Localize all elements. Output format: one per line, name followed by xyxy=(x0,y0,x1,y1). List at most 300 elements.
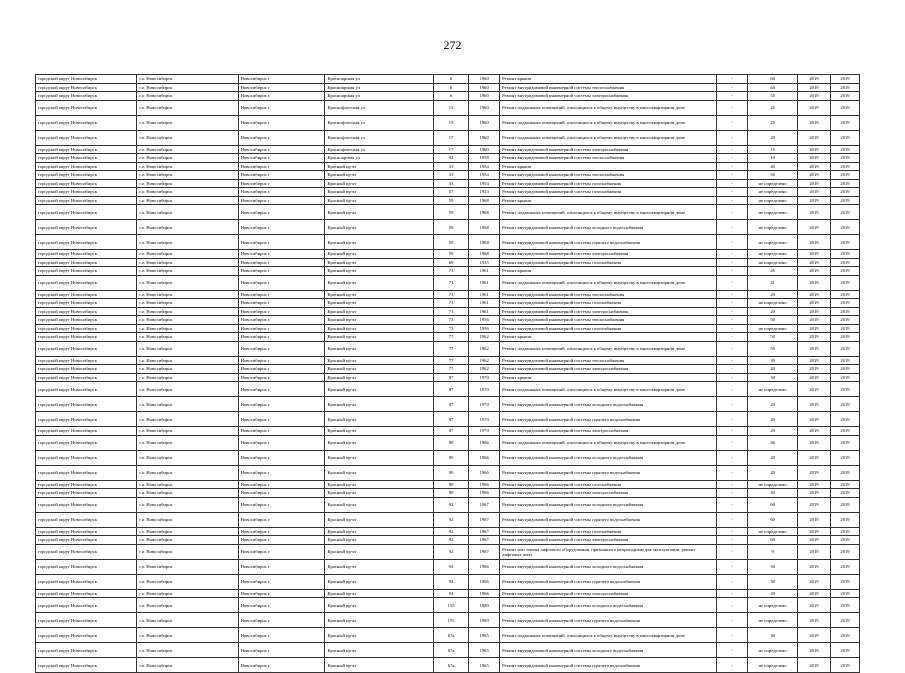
cost-cell: не определено xyxy=(748,658,798,673)
work-type-cell: Ремонт подвальных помещений, относящихся к общему имуществу в многоквартирном доме xyxy=(500,435,717,450)
house-number-cell: 90 xyxy=(434,465,469,480)
work-type-cell: Ремонт внутридомовой инженерной системы газоснабжения xyxy=(500,480,717,489)
table-body xyxy=(36,75,860,673)
municipality-cell: городской округ Новосибирск xyxy=(36,536,137,545)
table-row xyxy=(36,598,860,613)
house-number-cell: 67а xyxy=(434,658,469,673)
house-number-cell: 71 xyxy=(434,267,469,276)
house-number-cell: 59 xyxy=(434,205,469,220)
extra-cell: - xyxy=(717,497,748,512)
cost-cell: 50 xyxy=(748,316,798,325)
city-cell: Новосибирск г xyxy=(238,527,325,536)
municipality-cell: городской округ Новосибирск xyxy=(36,267,137,276)
cost-cell: 65 xyxy=(748,83,798,92)
work-type-cell: Ремонт внутридомовой инженерной системы теплоснабжения xyxy=(500,154,717,163)
plan-year-start-cell: 2019 xyxy=(797,188,830,197)
build-year-cell: 1966 xyxy=(469,450,500,465)
plan-year-end-cell: 2019 xyxy=(831,341,860,356)
plan-year-end-cell: 2019 xyxy=(831,412,860,427)
table-row xyxy=(36,382,860,397)
street-cell: Красный пр-кт xyxy=(325,589,434,598)
plan-year-end-cell: 2019 xyxy=(831,435,860,450)
table-row xyxy=(36,373,860,382)
settlement-cell: г.о. Новосибирск xyxy=(137,465,238,480)
city-cell: Новосибирск г xyxy=(238,536,325,545)
build-year-cell: 1970 xyxy=(469,373,500,382)
plan-year-start-cell: 2019 xyxy=(797,316,830,325)
table-row xyxy=(36,427,860,436)
street-cell: Красный пр-кт xyxy=(325,171,434,180)
work-type-cell: Ремонт внутридомовой инженерной системы газоснабжения xyxy=(500,527,717,536)
table-row xyxy=(36,299,860,308)
build-year-cell: 1966 xyxy=(469,589,500,598)
plan-year-start-cell: 2019 xyxy=(797,643,830,658)
build-year-cell: 1966 xyxy=(469,435,500,450)
settlement-cell: г.о. Новосибирск xyxy=(137,196,238,205)
cost-cell: 30 xyxy=(748,559,798,574)
extra-cell: - xyxy=(717,658,748,673)
extra-cell: - xyxy=(717,527,748,536)
cost-cell: 30 xyxy=(748,628,798,643)
extra-cell: - xyxy=(717,356,748,365)
work-type-cell: Ремонт внутридомовой инженерной системы электроснабжения xyxy=(500,365,717,374)
city-cell: Новосибирск г xyxy=(238,480,325,489)
municipality-cell: городской округ Новосибирск xyxy=(36,450,137,465)
cost-cell: 50 xyxy=(748,341,798,356)
plan-year-start-cell: 2019 xyxy=(797,435,830,450)
build-year-cell: 1954 xyxy=(469,171,500,180)
municipality-cell: городской округ Новосибирск xyxy=(36,324,137,333)
plan-year-start-cell: 2019 xyxy=(797,115,830,130)
house-number-cell: 6 xyxy=(434,75,469,84)
municipality-cell: городской округ Новосибирск xyxy=(36,100,137,115)
work-type-cell: Ремонт крыши xyxy=(500,373,717,382)
settlement-cell: г.о. Новосибирск xyxy=(137,299,238,308)
municipality-cell: городской округ Новосибирск xyxy=(36,613,137,628)
house-number-cell: 92 xyxy=(434,527,469,536)
house-number-cell: 155 xyxy=(434,598,469,613)
plan-year-end-cell: 2019 xyxy=(831,497,860,512)
house-number-cell: 15 xyxy=(434,115,469,130)
street-cell: Красный пр-кт xyxy=(325,465,434,480)
table-row xyxy=(36,643,860,658)
municipality-cell: городской округ Новосибирск xyxy=(36,365,137,374)
house-number-cell: 90 xyxy=(434,480,469,489)
plan-year-end-cell: 2019 xyxy=(831,613,860,628)
municipality-cell: городской округ Новосибирск xyxy=(36,275,137,290)
plan-year-end-cell: 2019 xyxy=(831,145,860,154)
settlement-cell: г.о. Новосибирск xyxy=(137,574,238,589)
house-number-cell: 73 xyxy=(434,316,469,325)
build-year-cell: 1965 xyxy=(469,643,500,658)
municipality-cell: городской округ Новосибирск xyxy=(36,397,137,412)
settlement-cell: г.о. Новосибирск xyxy=(137,598,238,613)
street-cell: Красный пр-кт xyxy=(325,574,434,589)
extra-cell: - xyxy=(717,373,748,382)
municipality-cell: городской округ Новосибирск xyxy=(36,373,137,382)
house-number-cell: 87 xyxy=(434,382,469,397)
municipality-cell: городской округ Новосибирск xyxy=(36,480,137,489)
work-type-cell: Ремонт подвальных помещений, относящихся к общему имуществу в многоквартирном доме xyxy=(500,115,717,130)
plan-year-start-cell: 2019 xyxy=(797,162,830,171)
table-row xyxy=(36,559,860,574)
municipality-cell: городской округ Новосибирск xyxy=(36,316,137,325)
work-type-cell: Ремонт подвальных помещений, относящихся к общему имуществу в многоквартирном доме xyxy=(500,341,717,356)
municipality-cell: городской округ Новосибирск xyxy=(36,115,137,130)
work-type-cell: Ремонт внутридомовой инженерной системы холодного водоснабжения xyxy=(500,397,717,412)
municipality-cell: городской округ Новосибирск xyxy=(36,589,137,598)
house-number-cell: 6 xyxy=(434,83,469,92)
city-cell: Новосибирск г xyxy=(238,373,325,382)
cost-cell: 25 xyxy=(748,100,798,115)
municipality-cell: городской округ Новосибирск xyxy=(36,544,137,559)
work-type-cell: Ремонт внутридомовой инженерной системы теплоснабжения xyxy=(500,171,717,180)
house-number-cell: 77 xyxy=(434,365,469,374)
city-cell: Новосибирск г xyxy=(238,333,325,342)
work-type-cell: Ремонт подвальных помещений, относящихся к общему имуществу в многоквартирном доме xyxy=(500,628,717,643)
cost-cell: 20 xyxy=(748,412,798,427)
plan-year-start-cell: 2019 xyxy=(797,427,830,436)
plan-year-start-cell: 2019 xyxy=(797,299,830,308)
build-year-cell: 1961 xyxy=(469,307,500,316)
plan-year-start-cell: 2019 xyxy=(797,130,830,145)
work-type-cell: Ремонт внутридомовой инженерной системы холодного водоснабжения xyxy=(500,450,717,465)
work-type-cell: Ремонт внутридомовой инженерной системы электроснабжения xyxy=(500,489,717,498)
plan-year-end-cell: 2019 xyxy=(831,258,860,267)
plan-year-end-cell: 2019 xyxy=(831,465,860,480)
street-cell: Красный пр-кт xyxy=(325,307,434,316)
cost-cell: 20 xyxy=(748,290,798,299)
work-type-cell: Ремонт крыши xyxy=(500,267,717,276)
build-year-cell: 1962 xyxy=(469,356,500,365)
build-year-cell: 1954 xyxy=(469,179,500,188)
plan-year-start-cell: 2019 xyxy=(797,574,830,589)
plan-year-end-cell: 2019 xyxy=(831,480,860,489)
work-type-cell: Ремонт внутридомовой инженерной системы газоснабжения xyxy=(500,324,717,333)
extra-cell: - xyxy=(717,258,748,267)
city-cell: Новосибирск г xyxy=(238,92,325,101)
city-cell: Новосибирск г xyxy=(238,145,325,154)
street-cell: Красный пр-кт xyxy=(325,450,434,465)
cost-cell: 20 xyxy=(748,307,798,316)
city-cell: Новосибирск г xyxy=(238,258,325,267)
table-row xyxy=(36,205,860,220)
plan-year-end-cell: 2019 xyxy=(831,162,860,171)
build-year-cell: 1968 xyxy=(469,250,500,259)
plan-year-start-cell: 2019 xyxy=(797,220,830,235)
settlement-cell: г.о. Новосибирск xyxy=(137,397,238,412)
build-year-cell: 1970 xyxy=(469,382,500,397)
street-cell: Красный пр-кт xyxy=(325,196,434,205)
settlement-cell: г.о. Новосибирск xyxy=(137,512,238,527)
street-cell: Красный пр-кт xyxy=(325,235,434,250)
build-year-cell: 1968 xyxy=(469,196,500,205)
city-cell: Новосибирск г xyxy=(238,100,325,115)
city-cell: Новосибирск г xyxy=(238,162,325,171)
plan-year-end-cell: 2019 xyxy=(831,559,860,574)
table-row xyxy=(36,162,860,171)
settlement-cell: г.о. Новосибирск xyxy=(137,75,238,84)
work-type-cell: Ремонт внутридомовой инженерной системы газоснабжения xyxy=(500,299,717,308)
work-type-cell: Ремонт внутридомовой инженерной системы горячего водоснабжения xyxy=(500,412,717,427)
plan-year-end-cell: 2019 xyxy=(831,643,860,658)
work-type-cell: Ремонт внутридомовой инженерной системы холодного водоснабжения xyxy=(500,220,717,235)
plan-year-end-cell: 2019 xyxy=(831,196,860,205)
table-row xyxy=(36,365,860,374)
cost-cell: не определено xyxy=(748,250,798,259)
extra-cell: - xyxy=(717,75,748,84)
table-row xyxy=(36,465,860,480)
plan-year-end-cell: 2019 xyxy=(831,250,860,259)
plan-year-end-cell: 2019 xyxy=(831,382,860,397)
municipality-cell: городской округ Новосибирск xyxy=(36,512,137,527)
plan-year-end-cell: 2019 xyxy=(831,290,860,299)
city-cell: Новосибирск г xyxy=(238,341,325,356)
plan-year-start-cell: 2019 xyxy=(797,589,830,598)
cost-cell: не определено xyxy=(748,205,798,220)
house-number-cell: 90 xyxy=(434,489,469,498)
settlement-cell: г.о. Новосибирск xyxy=(137,92,238,101)
plan-year-end-cell: 2019 xyxy=(831,130,860,145)
extra-cell: - xyxy=(717,382,748,397)
city-cell: Новосибирск г xyxy=(238,83,325,92)
municipality-cell: городской округ Новосибирск xyxy=(36,658,137,673)
table-row xyxy=(36,196,860,205)
plan-year-start-cell: 2019 xyxy=(797,275,830,290)
municipality-cell: городской округ Новосибирск xyxy=(36,598,137,613)
work-type-cell: Ремонт внутридомовой инженерной системы теплоснабжения xyxy=(500,83,717,92)
cost-cell: 50 xyxy=(748,333,798,342)
municipality-cell: городской округ Новосибирск xyxy=(36,130,137,145)
house-number-cell: 67а xyxy=(434,628,469,643)
city-cell: Новосибирск г xyxy=(238,196,325,205)
municipality-cell: городской округ Новосибирск xyxy=(36,258,137,267)
work-type-cell: Ремонт внутридомовой инженерной системы горячего водоснабжения xyxy=(500,574,717,589)
build-year-cell: 1961 xyxy=(469,267,500,276)
cost-cell: не определено xyxy=(748,196,798,205)
plan-year-end-cell: 2019 xyxy=(831,275,860,290)
work-type-cell: Ремонт внутридомовой инженерной системы электроснабжения xyxy=(500,536,717,545)
house-number-cell: 13 xyxy=(434,100,469,115)
work-type-cell: Ремонт подвальных помещений, относящихся к общему имуществу в многоквартирном доме xyxy=(500,100,717,115)
city-cell: Новосибирск г xyxy=(238,489,325,498)
table-row xyxy=(36,235,860,250)
build-year-cell: 1966 xyxy=(469,574,500,589)
build-year-cell: 1967 xyxy=(469,536,500,545)
municipality-cell: городской округ Новосибирск xyxy=(36,427,137,436)
cost-cell: 20 xyxy=(748,589,798,598)
table-row xyxy=(36,130,860,145)
city-cell: Новосибирск г xyxy=(238,589,325,598)
table-row xyxy=(36,220,860,235)
plan-year-start-cell: 2019 xyxy=(797,465,830,480)
city-cell: Новосибирск г xyxy=(238,412,325,427)
extra-cell: - xyxy=(717,316,748,325)
work-type-cell: Ремонт внутридомовой инженерной системы теплоснабжения xyxy=(500,356,717,365)
cost-cell: 60 xyxy=(748,536,798,545)
street-cell: Красный пр-кт xyxy=(325,559,434,574)
house-number-cell: 94 xyxy=(434,559,469,574)
plan-year-end-cell: 2019 xyxy=(831,397,860,412)
street-cell: Красный пр-кт xyxy=(325,527,434,536)
house-number-cell: 67а xyxy=(434,643,469,658)
work-type-cell: Ремонт внутридомовой инженерной системы холодного водоснабжения xyxy=(500,497,717,512)
municipality-cell: городской округ Новосибирск xyxy=(36,307,137,316)
street-cell: Красный пр-кт xyxy=(325,512,434,527)
city-cell: Новосибирск г xyxy=(238,250,325,259)
plan-year-end-cell: 2019 xyxy=(831,489,860,498)
street-cell: Красный пр-кт xyxy=(325,536,434,545)
plan-year-start-cell: 2019 xyxy=(797,497,830,512)
table-row xyxy=(36,356,860,365)
plan-year-start-cell: 2019 xyxy=(797,480,830,489)
street-cell: Красный пр-кт xyxy=(325,258,434,267)
extra-cell: - xyxy=(717,589,748,598)
municipality-cell: городской округ Новосибирск xyxy=(36,628,137,643)
street-cell: Краснофлотская ул xyxy=(325,115,434,130)
table-row xyxy=(36,412,860,427)
cost-cell: не определено xyxy=(748,527,798,536)
cost-cell: 30 xyxy=(748,356,798,365)
work-type-cell: Ремонт внутридомовой инженерной системы теплоснабжения xyxy=(500,316,717,325)
build-year-cell: 1935 xyxy=(469,258,500,267)
street-cell: Красный пр-кт xyxy=(325,412,434,427)
table-row xyxy=(36,480,860,489)
municipality-cell: городской округ Новосибирск xyxy=(36,489,137,498)
plan-year-end-cell: 2019 xyxy=(831,171,860,180)
extra-cell: - xyxy=(717,324,748,333)
plan-year-start-cell: 2019 xyxy=(797,92,830,101)
street-cell: Красный пр-кт xyxy=(325,250,434,259)
city-cell: Новосибирск г xyxy=(238,628,325,643)
plan-year-start-cell: 2019 xyxy=(797,196,830,205)
municipality-cell: городской округ Новосибирск xyxy=(36,171,137,180)
street-cell: Красный пр-кт xyxy=(325,613,434,628)
street-cell: Красный пр-кт xyxy=(325,658,434,673)
table-row xyxy=(36,536,860,545)
cost-cell: 50 xyxy=(748,171,798,180)
municipality-cell: городской округ Новосибирск xyxy=(36,643,137,658)
plan-year-end-cell: 2019 xyxy=(831,83,860,92)
plan-year-end-cell: 2019 xyxy=(831,299,860,308)
build-year-cell: 1970 xyxy=(469,397,500,412)
cost-cell: 20 xyxy=(748,397,798,412)
plan-year-end-cell: 2019 xyxy=(831,333,860,342)
plan-year-start-cell: 2019 xyxy=(797,373,830,382)
city-cell: Новосибирск г xyxy=(238,598,325,613)
plan-year-end-cell: 2019 xyxy=(831,373,860,382)
city-cell: Новосибирск г xyxy=(238,316,325,325)
city-cell: Новосибирск г xyxy=(238,205,325,220)
build-year-cell: 1960 xyxy=(469,145,500,154)
city-cell: Новосибирск г xyxy=(238,559,325,574)
municipality-cell: городской округ Новосибирск xyxy=(36,75,137,84)
plan-year-end-cell: 2019 xyxy=(831,154,860,163)
work-type-cell: Ремонт внутридомовой инженерной системы горячего водоснабжения xyxy=(500,465,717,480)
municipality-cell: городской округ Новосибирск xyxy=(36,196,137,205)
street-cell: Красный пр-кт xyxy=(325,333,434,342)
settlement-cell: г.о. Новосибирск xyxy=(137,162,238,171)
build-year-cell: 1966 xyxy=(469,465,500,480)
extra-cell: - xyxy=(717,205,748,220)
street-cell: Красный пр-кт xyxy=(325,373,434,382)
table-row xyxy=(36,341,860,356)
table-row xyxy=(36,574,860,589)
settlement-cell: г.о. Новосибирск xyxy=(137,427,238,436)
extra-cell: - xyxy=(717,341,748,356)
street-cell: Красный пр-кт xyxy=(325,324,434,333)
work-type-cell: Ремонт или замена лифтового оборудования, признанного непригодным для эксплуатации, ремонт лифтовых шахт xyxy=(500,544,717,559)
extra-cell: - xyxy=(717,220,748,235)
plan-year-start-cell: 2019 xyxy=(797,356,830,365)
build-year-cell: 1960 xyxy=(469,115,500,130)
plan-year-end-cell: 2019 xyxy=(831,658,860,673)
build-year-cell: 1960 xyxy=(469,130,500,145)
street-cell: Краснофлотская ул xyxy=(325,145,434,154)
street-cell: Красный пр-кт xyxy=(325,628,434,643)
plan-year-start-cell: 2019 xyxy=(797,235,830,250)
extra-cell: - xyxy=(717,613,748,628)
city-cell: Новосибирск г xyxy=(238,75,325,84)
extra-cell: - xyxy=(717,480,748,489)
build-year-cell: 1933 xyxy=(469,188,500,197)
extra-cell: - xyxy=(717,130,748,145)
extra-cell: - xyxy=(717,412,748,427)
city-cell: Новосибирск г xyxy=(238,382,325,397)
extra-cell: - xyxy=(717,365,748,374)
house-number-cell: 57 xyxy=(434,188,469,197)
extra-cell: - xyxy=(717,489,748,498)
extra-cell: - xyxy=(717,83,748,92)
table-row xyxy=(36,290,860,299)
plan-year-start-cell: 2019 xyxy=(797,171,830,180)
build-year-cell: 1967 xyxy=(469,512,500,527)
house-number-cell: 69 xyxy=(434,258,469,267)
settlement-cell: г.о. Новосибирск xyxy=(137,267,238,276)
settlement-cell: г.о. Новосибирск xyxy=(137,480,238,489)
plan-year-end-cell: 2019 xyxy=(831,316,860,325)
plan-year-start-cell: 2019 xyxy=(797,450,830,465)
work-type-cell: Ремонт крыши xyxy=(500,75,717,84)
municipality-cell: городской округ Новосибирск xyxy=(36,435,137,450)
municipality-cell: городской округ Новосибирск xyxy=(36,220,137,235)
plan-year-start-cell: 2019 xyxy=(797,341,830,356)
cost-cell: не определено xyxy=(748,480,798,489)
extra-cell: - xyxy=(717,643,748,658)
table-row xyxy=(36,250,860,259)
street-cell: Красный пр-кт xyxy=(325,489,434,498)
cost-cell: 55 xyxy=(748,92,798,101)
cost-cell: 25 xyxy=(748,115,798,130)
build-year-cell: 1970 xyxy=(469,427,500,436)
municipality-cell: городской округ Новосибирск xyxy=(36,205,137,220)
work-type-cell: Ремонт подвальных помещений, относящихся к общему имуществу в многоквартирном доме xyxy=(500,130,717,145)
plan-year-start-cell: 2019 xyxy=(797,613,830,628)
plan-year-end-cell: 2019 xyxy=(831,598,860,613)
cost-cell: 20 xyxy=(748,427,798,436)
table-row xyxy=(36,83,860,92)
build-year-cell: 1980 xyxy=(469,598,500,613)
work-type-cell: Ремонт крыши xyxy=(500,196,717,205)
build-year-cell: 1965 xyxy=(469,658,500,673)
cost-cell: не определено xyxy=(748,643,798,658)
build-year-cell: 1968 xyxy=(469,205,500,220)
work-type-cell: Ремонт внутридомовой инженерной системы электроснабжения xyxy=(500,92,717,101)
table-row xyxy=(36,628,860,643)
plan-year-end-cell: 2019 xyxy=(831,235,860,250)
cost-cell: 40 xyxy=(748,162,798,171)
city-cell: Новосибирск г xyxy=(238,497,325,512)
